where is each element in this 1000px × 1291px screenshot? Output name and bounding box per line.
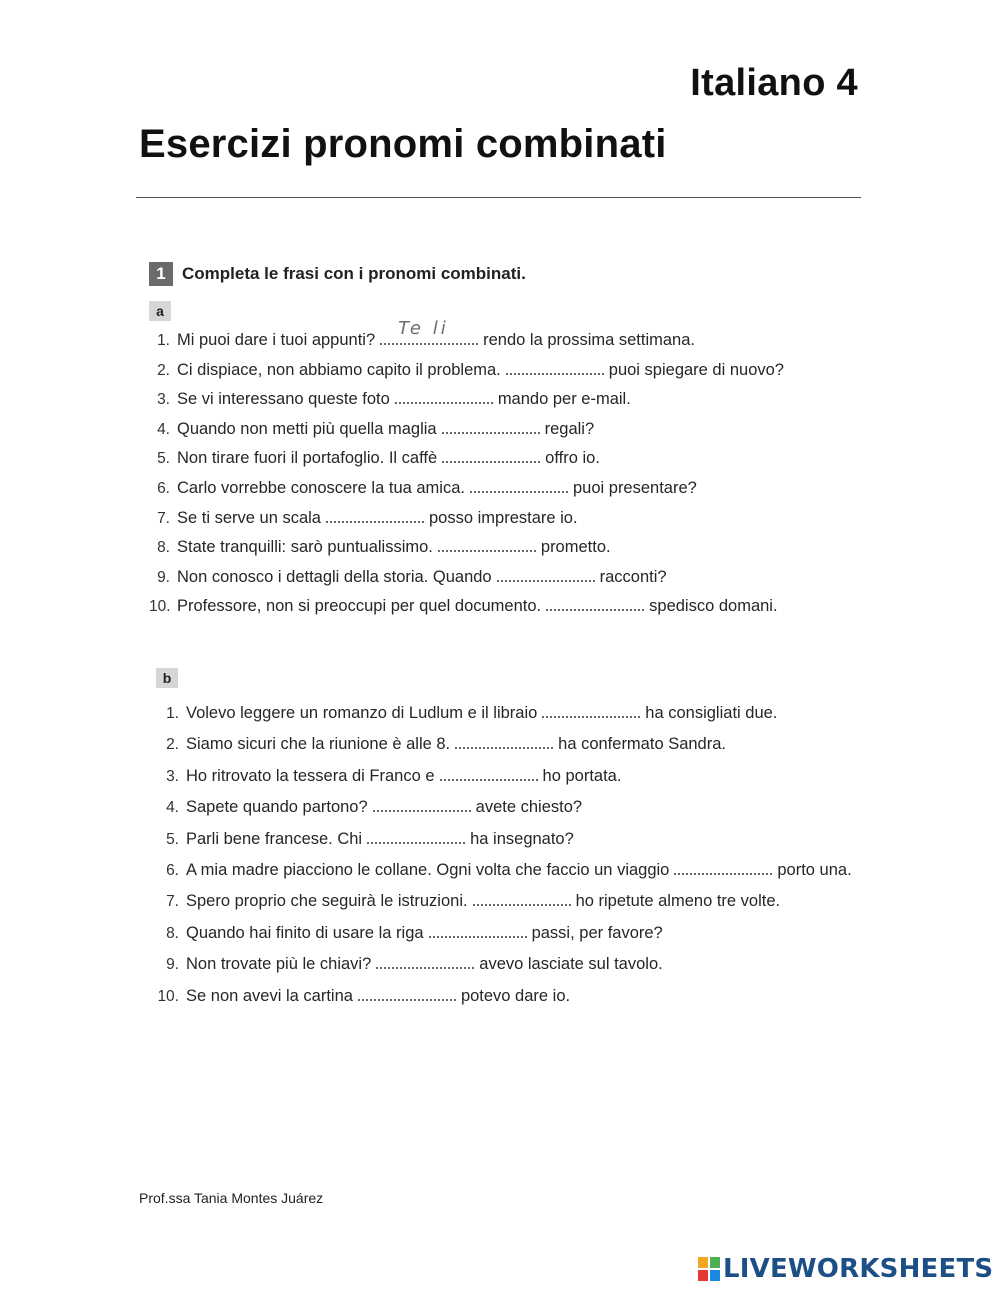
answer-text: Te li — [398, 318, 449, 339]
exercise-item — [149, 564, 667, 588]
answer-blank-input[interactable] — [429, 920, 527, 938]
exercise-item — [157, 700, 777, 724]
answer-blank-input[interactable] — [473, 888, 571, 906]
item-text-after: racconti? — [599, 567, 667, 586]
item-number: 2. — [166, 736, 179, 754]
answer-blank-input[interactable] — [442, 445, 540, 463]
item-text-before: Spero proprio che seguirà le istruzioni. — [186, 892, 468, 911]
item-text-before: Professore, non si preoccupi per quel documento. — [177, 597, 542, 616]
item-text-before: Non trovate più le chiavi? — [186, 955, 372, 974]
section-a-label: a — [149, 301, 171, 321]
exercise-instruction: Completa le frasi con i pronomi combinati. — [182, 264, 526, 283]
item-text-before: Mi puoi dare i tuoi appunti? — [177, 331, 376, 349]
exercise-item — [157, 763, 621, 787]
item-text-before: Ci dispiace, non abbiamo capito il problema. — [177, 360, 501, 379]
item-text-after: rendo la prossima settimana. — [483, 331, 695, 349]
item-number: 2. — [157, 361, 170, 379]
brand-name: LIVEWORKSHEETS — [723, 1254, 994, 1284]
section-a-list — [149, 318, 909, 627]
item-text-after: puoi spiegare di nuovo? — [608, 360, 784, 379]
answer-blank-input[interactable] — [380, 318, 478, 345]
item-text-after: ho ripetute almeno tre volte. — [575, 892, 781, 911]
header-divider — [136, 197, 861, 198]
exercise-item — [157, 794, 582, 818]
author-footer: Prof.ssa Tania Montes Juárez — [139, 1190, 324, 1206]
exercise-item — [149, 593, 778, 617]
exercise-item — [157, 857, 852, 881]
answer-blank-input[interactable] — [546, 593, 644, 611]
item-text-before: Se vi interessano queste foto — [177, 390, 390, 409]
item-text-before: Se ti serve un scala — [177, 508, 321, 527]
item-number: 9. — [166, 956, 179, 974]
exercise-item — [149, 475, 697, 499]
item-number: 3. — [166, 767, 179, 785]
item-number: 4. — [157, 420, 170, 438]
item-text-after: ha consigliati due. — [645, 704, 778, 722]
answer-blank-input[interactable] — [438, 534, 536, 552]
item-text-after: ha confermato Sandra. — [558, 735, 726, 754]
item-text-after: mando per e-mail. — [497, 390, 631, 409]
answer-blank-input[interactable] — [376, 951, 474, 969]
answer-blank-input[interactable] — [455, 731, 553, 749]
item-text-before: Ho ritrovato la tessera di Franco e — [186, 766, 435, 785]
exercise-item — [149, 318, 695, 351]
item-text-before: Se non avevi la cartina — [186, 986, 353, 1005]
section-b-label: b — [156, 668, 178, 688]
item-text-before: Carlo vorrebbe conoscere la tua amica. — [177, 479, 465, 497]
item-number: 4. — [166, 799, 179, 817]
item-text-after: potevo dare io. — [460, 986, 571, 1005]
exercise-item — [157, 731, 726, 755]
item-text-before: Quando non metti più quella maglia — [177, 419, 437, 438]
item-number: 1. — [157, 332, 170, 349]
answer-blank-input[interactable] — [674, 857, 772, 875]
item-text-before: Parli bene francese. Chi — [186, 829, 363, 848]
liveworksheets-brand — [697, 1254, 993, 1284]
exercise-item — [157, 920, 663, 944]
item-number: 9. — [157, 568, 170, 586]
item-text-before: Sapete quando partono? — [186, 798, 368, 817]
item-text-before: Non conosco i dettagli della storia. Quando — [177, 567, 492, 586]
answer-blank-input[interactable] — [442, 416, 540, 434]
course-title: Italiano 4 — [690, 62, 858, 104]
item-text-after: avete chiesto? — [475, 798, 583, 817]
item-text-after: puoi presentare? — [572, 479, 697, 497]
item-number: 10. — [149, 598, 171, 616]
item-number: 8. — [166, 924, 179, 942]
answer-blank-input[interactable] — [470, 475, 568, 493]
item-text-after: ha insegnato? — [470, 829, 574, 848]
item-text-before: Quando hai finito di usare la riga — [186, 923, 424, 942]
answer-blank-input[interactable] — [358, 983, 456, 1001]
answer-blank-input[interactable] — [326, 505, 424, 523]
item-number: 5. — [166, 830, 179, 848]
exercise-item — [157, 888, 780, 912]
item-number: 7. — [157, 509, 170, 527]
answer-blank-input[interactable] — [373, 794, 471, 812]
item-number: 8. — [157, 539, 170, 557]
exercise-item — [157, 826, 574, 850]
section-b-list — [157, 700, 957, 1020]
answer-blank-input[interactable] — [395, 386, 493, 404]
item-number: 3. — [157, 391, 170, 409]
exercise-item — [157, 983, 570, 1007]
item-text-after: spedisco domani. — [649, 597, 778, 616]
item-text-before: A mia madre piacciono le collane. Ogni volta che faccio un viaggio — [186, 861, 670, 879]
exercise-item — [149, 416, 594, 440]
item-text-after: ho portata. — [542, 766, 622, 785]
exercise-item — [149, 445, 600, 469]
answer-blank-input[interactable] — [497, 564, 595, 582]
item-text-before: Non tirare fuori il portafoglio. Il caffè — [177, 449, 438, 468]
item-text-after: avevo lasciate sul tavolo. — [479, 955, 663, 974]
item-text-after: prometto. — [540, 538, 611, 557]
item-text-after: posso imprestare io. — [429, 508, 578, 527]
item-number: 5. — [157, 450, 170, 468]
answer-blank-input[interactable] — [367, 826, 465, 844]
item-text-before: Siamo sicuri che la riunione è alle 8. — [186, 735, 451, 754]
exercise-item — [149, 505, 578, 529]
page-title: Esercizi pronomi combinati — [139, 122, 667, 166]
item-number: 6. — [157, 480, 170, 497]
exercise-item — [157, 951, 663, 975]
exercise-item — [149, 357, 784, 381]
item-text-after: porto una. — [777, 861, 852, 879]
answer-blank-input[interactable] — [440, 763, 538, 781]
answer-blank-input[interactable] — [542, 700, 640, 718]
item-number: 6. — [166, 862, 179, 879]
exercise-header — [149, 262, 526, 286]
liveworksheets-logo-icon — [697, 1256, 721, 1282]
exercise-item — [149, 386, 631, 410]
item-text-before: State tranquilli: sarò puntualissimo. — [177, 538, 433, 557]
item-text-before: Volevo leggere un romanzo di Ludlum e il libraio — [186, 704, 538, 722]
item-number: 1. — [166, 705, 179, 722]
item-number: 7. — [166, 893, 179, 911]
item-number: 10. — [157, 987, 179, 1005]
exercise-number-badge: 1 — [149, 262, 173, 286]
answer-blank-input[interactable] — [506, 357, 604, 375]
item-text-after: passi, per favore? — [531, 923, 663, 942]
item-text-after: regali? — [544, 419, 595, 438]
exercise-item — [149, 534, 611, 558]
item-text-after: offro io. — [545, 449, 600, 468]
